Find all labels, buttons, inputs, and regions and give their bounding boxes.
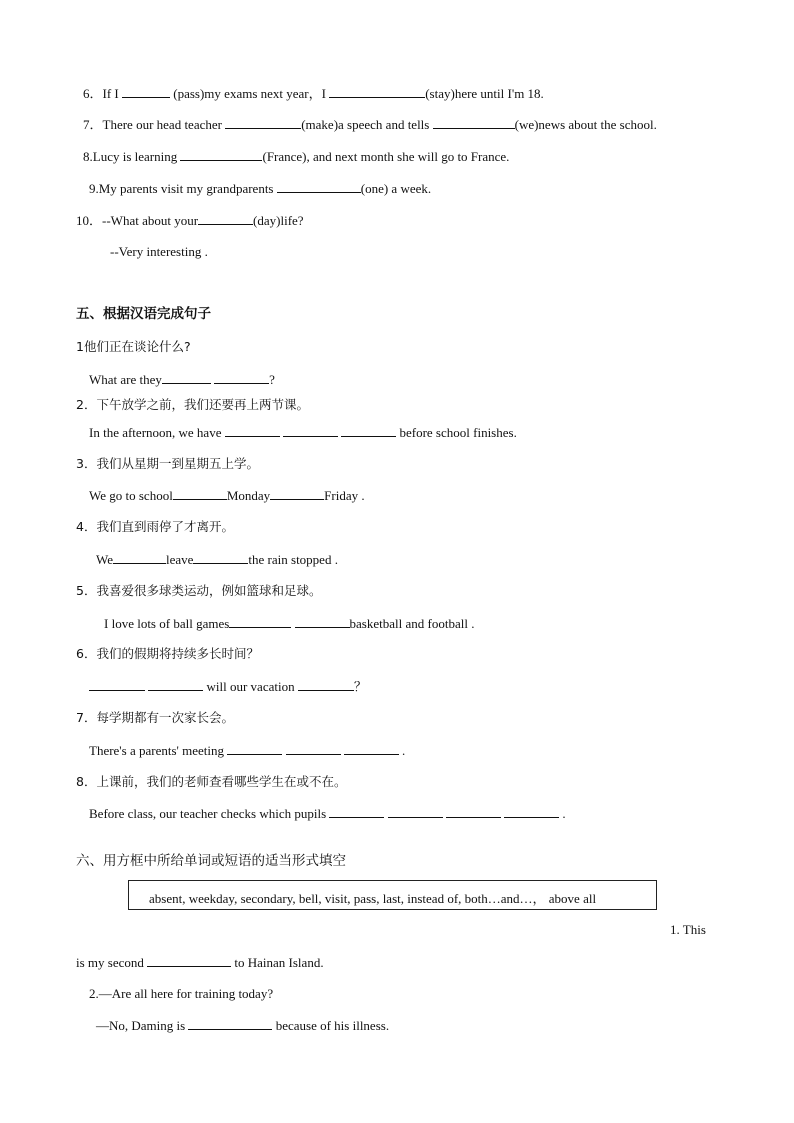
section-5-item-4-cn: 4．我们直到雨停了才离开。 (76, 519, 234, 534)
section-5-item-6-cn: 6．我们的假期将持续多长时间？ (76, 646, 259, 661)
section-6-item-1-end: is my second to Hainan Island. (76, 955, 324, 970)
answer-blank[interactable] (329, 85, 425, 98)
answer-blank[interactable] (225, 424, 280, 437)
section-5-item-8-cn: 8．上课前，我们的老师查看哪些学生在或不在。 (76, 774, 347, 789)
answer-blank[interactable] (277, 180, 361, 193)
answer-blank[interactable] (388, 805, 443, 818)
exercise-item-7: 7．There our head teacher (make)a speech and tells (we)news about the school. (83, 117, 657, 132)
section-5-item-3-cn: 3．我们从星期一到星期五上学。 (76, 456, 259, 471)
section-5-item-2-cn: 2．下午放学之前，我们还要再上两节课。 (76, 397, 309, 412)
section-6-item-1-start: 1. This (670, 922, 706, 937)
section-5-item-3-en: We go to school Monday Friday . (89, 488, 365, 503)
section-5-item-1-en: What are they ? (89, 372, 275, 387)
answer-blank[interactable] (341, 424, 396, 437)
answer-blank[interactable] (188, 1017, 272, 1030)
answer-blank[interactable] (270, 487, 324, 500)
answer-blank[interactable] (295, 615, 350, 628)
section-5-item-5-en: I love lots of ball games basketball and football . (104, 616, 475, 631)
exercise-item-9: 9.My parents visit my grandparents (one) a week. (89, 181, 432, 196)
section-5-item-7-cn: 7．每学期都有一次家长会。 (76, 710, 234, 725)
exercise-item-10: 10．--What about your (day)life? (76, 213, 304, 228)
section-5-item-7-en: There's a parents' meeting . (89, 743, 406, 758)
section-6-item-2-answer: —No, Daming is because of his illness. (96, 1018, 390, 1033)
answer-blank[interactable] (180, 148, 262, 161)
answer-blank[interactable] (198, 212, 253, 225)
answer-blank[interactable] (193, 551, 248, 564)
answer-blank[interactable] (214, 371, 269, 384)
answer-blank[interactable] (283, 424, 338, 437)
section-6-item-2-question: 2.—Are all here for training today? (89, 986, 274, 1001)
section-6-title: 六、用方框中所给单词或短语的适当形式填空 (76, 853, 346, 869)
answer-blank[interactable] (298, 678, 354, 691)
answer-blank[interactable] (148, 678, 203, 691)
answer-blank[interactable] (225, 116, 301, 129)
answer-blank[interactable] (113, 551, 166, 564)
answer-blank[interactable] (504, 805, 559, 818)
section-5-item-2-en: In the afternoon, we have before school finishes. (89, 425, 517, 440)
answer-blank[interactable] (147, 954, 231, 967)
exercise-item-6: 6．If I (pass)my exams next year，I (stay)here until I'm 18. (83, 86, 544, 101)
section-5-item-8-en: Before class, our teacher checks which pupils . (89, 806, 566, 821)
section-5-item-5-cn: 5．我喜爱很多球类运动，例如篮球和足球。 (76, 583, 322, 598)
answer-blank[interactable] (286, 742, 341, 755)
section-5-item-1-cn: 1他们正在谈论什么? (76, 339, 191, 354)
answer-blank[interactable] (122, 85, 170, 98)
answer-blank[interactable] (162, 371, 211, 384)
answer-blank[interactable] (227, 742, 282, 755)
section-5-item-6-en: will our vacation ？ (89, 678, 367, 695)
answer-blank[interactable] (329, 805, 384, 818)
answer-blank[interactable] (446, 805, 501, 818)
answer-blank[interactable] (344, 742, 399, 755)
section-5-title: 五、根据汉语完成句子 (76, 306, 211, 322)
section-5-item-4-en: We leave the rain stopped . (96, 552, 338, 567)
exercise-item-10-answer: --Very interesting . (110, 244, 208, 259)
word-box-text: absent, weekday, secondary, bell, visit, pass, last, instead of, both…and…， above all (149, 891, 597, 906)
exercise-item-8: 8.Lucy is learning (France), and next month she will go to France. (83, 149, 510, 164)
word-box (128, 880, 657, 910)
answer-blank[interactable] (89, 678, 145, 691)
answer-blank[interactable] (229, 615, 291, 628)
answer-blank[interactable] (173, 487, 227, 500)
answer-blank[interactable] (433, 116, 515, 129)
